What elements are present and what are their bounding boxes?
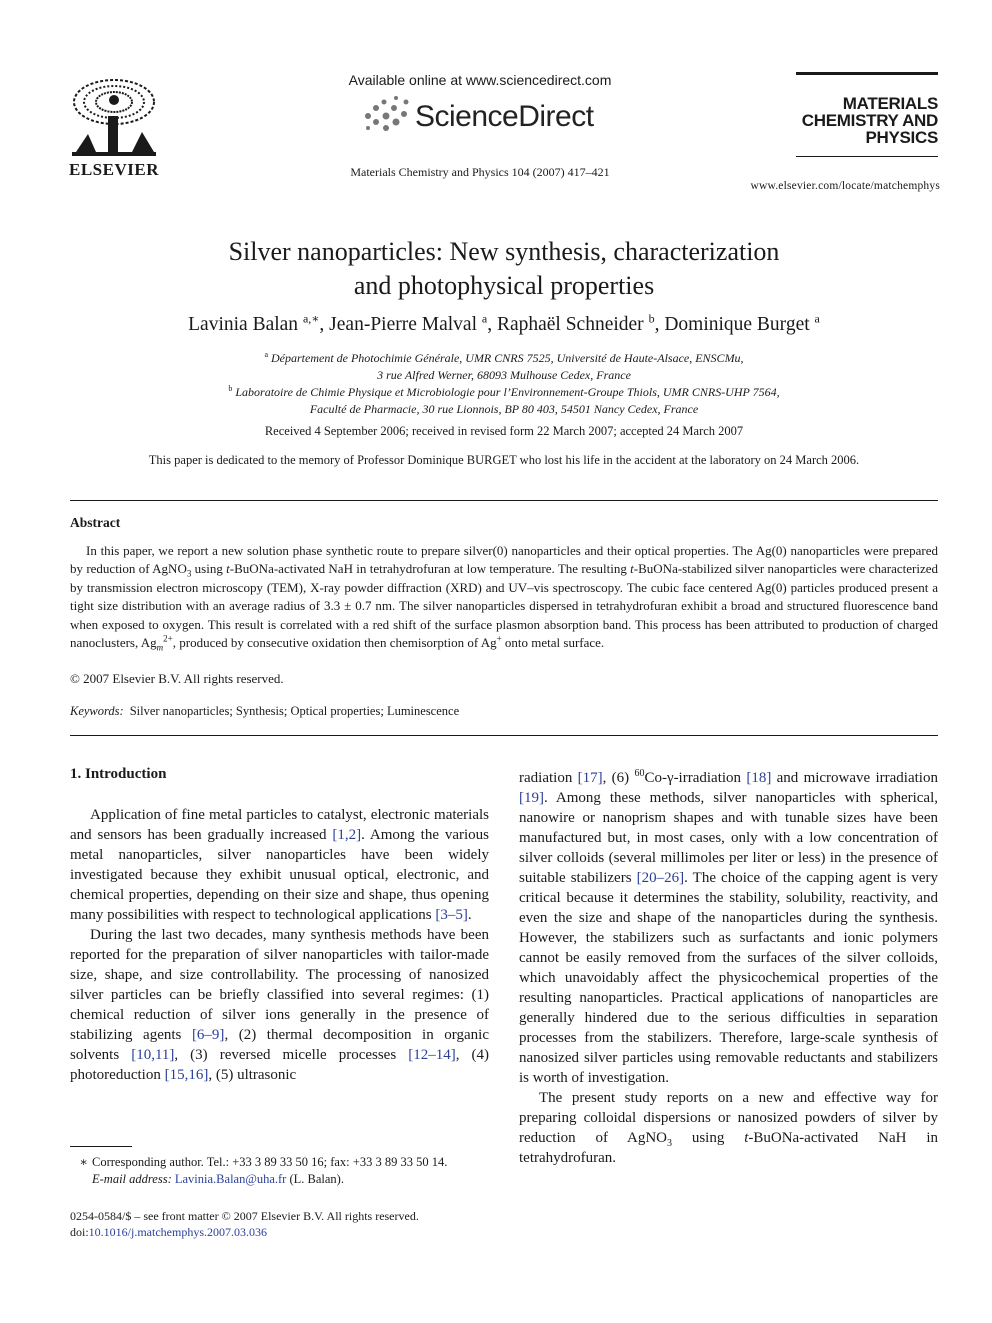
journal-logo [796, 72, 938, 160]
text-segment: , (6) [602, 770, 635, 786]
affil-mark: b [228, 384, 233, 393]
affiliation-b [100, 384, 908, 418]
issn-line: 0254-0584/$ – see front matter © 2007 Elsevier B.V. All rights reserved. [70, 1209, 419, 1223]
abstract-segment: In this paper, we report a new solution phase synthetic route to prepare silver(0) nanoparticles and their optical properties. The Ag(0) nanoparticles were prepared by reduction of AgNO [70, 543, 938, 577]
available-online-text: Available online at www.sciencedirect.com [348, 72, 612, 88]
email-link[interactable]: Lavinia.Balan@uha.fr [174, 1172, 287, 1186]
italic-t: t [226, 561, 230, 577]
italic-t: t [630, 561, 634, 577]
abstract-text [70, 542, 938, 652]
paragraph: Application of fine metal particles to catalyst, electronic materials and sensors has been gradually increased [1,2]. Among the various metal nanoparticles, silver nanoparticles have been widely investigated because they exhibit unusual optical, electronic, and chemical properties, depending on their size and shape, thus opening many possibilities with respect to technological applications [3–5]. [70, 807, 489, 923]
journal-citation: Materials Chemistry and Physics 104 (2007) 417–421 [350, 165, 610, 179]
text-segment: , (2) thermal decomposition in organic solvents [70, 1027, 489, 1063]
paragraph [519, 1088, 938, 1168]
affil-mark: a [264, 350, 268, 359]
superscript-mass: 60 [634, 768, 645, 779]
reference-link[interactable]: [15,16] [164, 1067, 209, 1083]
reference-link[interactable]: [17] [577, 770, 603, 786]
subscript: 3 [667, 1138, 672, 1149]
journal-logo-rule [796, 156, 938, 157]
journal-url[interactable]: www.elsevier.com/locate/matchemphys [750, 180, 940, 192]
reference-link[interactable]: [6–9] [191, 1027, 225, 1043]
right-column [519, 768, 938, 1168]
affil-line: 3 rue Alfred Werner, 68093 Mulhouse Cedex, France [377, 368, 631, 382]
abstract-top-rule [70, 500, 938, 501]
journal-logo-line: MATERIALS [842, 94, 938, 113]
doi-link[interactable]: 10.1016/j.matchemphys.2007.03.036 [88, 1225, 267, 1239]
title-line: Silver nanoparticles: New synthesis, characterization [228, 237, 780, 266]
text-segment: During the last two decades, many synthesis methods have been reported for the preparation of silver nanoparticles with tailor-made size, shape, and size controllability. The processing of nanosized silver particles can be briefly classified into several regimes: (1) chemical reduction of silver ions generally in the presence of stabilizing agents [70, 927, 489, 1043]
footnote-star: ∗ [79, 1155, 88, 1169]
text-segment: Application of fine metal particles to catalyst, electronic materials and sensors has been gradually increased [70, 807, 489, 843]
text-segment: , (4) photoreduction [70, 1047, 489, 1083]
abstract-segment: onto metal surface. [501, 635, 605, 651]
abstract-segment: -BuONa-activated NaH in tetrahydrofuran at low temperature. The resulting [229, 561, 631, 577]
text-segment: and microwave irradiation [771, 770, 938, 786]
affil-line: Faculté de Pharmacie, 30 rue Lionnois, BP 80 403, 54501 Nancy Cedex, France [309, 402, 699, 416]
author-affil-mark[interactable]: b [648, 311, 655, 326]
text-segment: The present study reports on a new and effective way for preparing colloidal dispersions or nanosized powders of silver by reduction of AgNO [519, 1090, 938, 1146]
received-dates: Received 4 September 2006; received in revised form 22 March 2007; accepted 24 March 2007 [264, 424, 744, 438]
journal-logo-line: PHYSICS [865, 128, 938, 147]
affiliation-a [100, 350, 908, 384]
text-segment: -BuONa-activated NaH in tetrahydrofuran. [519, 1130, 938, 1166]
author-affil-mark[interactable]: a,∗ [302, 311, 320, 326]
text-segment: radiation [519, 770, 578, 786]
reference-link[interactable]: [1,2] [332, 827, 362, 843]
abstract-heading: Abstract [70, 515, 121, 530]
reference-link[interactable]: [18] [746, 770, 772, 786]
text-segment: , (3) reversed micelle processes [174, 1047, 409, 1063]
reference-link[interactable]: [19] [519, 790, 544, 806]
affil-line: Département de Photochimie Générale, UMR CNRS 7525, Université de Haute-Alsace, ENSCMu, [271, 351, 744, 365]
journal-logo-rule [796, 72, 938, 75]
author-affil-mark[interactable]: a [814, 311, 820, 326]
author-name[interactable]: Lavinia Balan [188, 314, 299, 335]
journal-logo-line: CHEMISTRY AND [801, 111, 938, 130]
left-column [70, 805, 489, 1085]
dedication: This paper is dedicated to the memory of Professor Dominique BURGET who lost his life in the accident at the laboratory on 24 March 2006. [148, 453, 860, 467]
abstract-segment: using [191, 561, 227, 577]
author-name[interactable]: Jean-Pierre Malval [329, 314, 477, 335]
paragraph [70, 925, 489, 1085]
affil-line: Laboratoire de Chimie Physique et Microbiologie pour l’Environnement-Groupe Thiols, UMR CNRS-UHP 7564, [235, 385, 780, 399]
text-segment: . The choice of the capping agent is very critical because it determines the stability, solubility, reactivity, and even the size and shape of the nanoparticles during the synthesis. However, the stabilizers such as surfactants and ionic polymers cannot be easily removed from the surfaces of the silver colloids, which unavoidably affect the physicochemical properties of the resulting nanoparticles. Practical applications of nanoparticles are generally hindered due to the serious difficulties in separation processes from the stabilizers. Therefore, large-scale synthesis of nanosized silver particles using removable reductants and stabilizers is worth of investigation. [519, 870, 939, 1086]
footnote-rule [70, 1146, 132, 1147]
reference-link[interactable]: [10,11] [131, 1047, 175, 1063]
abstract-segment: , produced by consecutive oxidation then chemisorption of Ag [172, 635, 497, 651]
email-suffix: (L. Balan). [286, 1172, 344, 1186]
corresponding-author-footnote [70, 1154, 489, 1188]
doi-label: doi: [70, 1225, 89, 1239]
author-affil-mark[interactable]: a [481, 311, 488, 326]
text-segment: Co-γ-irradiation [644, 770, 747, 786]
text-segment: . Among the various metal nanoparticles, silver nanoparticles have been widely investigated because they exhibit unusual optical, electronic, and chemical properties, depending on their size and shape, thus opening many possibilities with respect to technological applications [70, 827, 489, 923]
abstract-segment: -BuONa-stabilized silver nanoparticles were characterized by transmission electron microscopy (TEM), X-ray powder diffraction (XRD) and UV–vis spectroscopy. The cubic face centered Ag(0) particles produced present a tight size distribution with an average radius of 3.3 ± 0.7 nm. The silver nanoparticles dispersed in tetrahydrofuran exhibit a broad and structured fluorescence band when exposed to oxygen. This result is correlated with a red shift of the surface plasmon absorption band. This process has been attributed to production of charged nanoclusters, Ag [70, 561, 938, 651]
author-name[interactable]: Raphaël Schneider [496, 314, 644, 335]
title-line: and photophysical properties [353, 271, 655, 300]
section-heading-introduction: 1. Introduction [70, 766, 167, 782]
reference-link[interactable]: [3–5] [435, 907, 468, 923]
front-matter [70, 1208, 419, 1240]
abstract-bottom-rule [70, 735, 938, 736]
keywords-label: Keywords: [70, 704, 124, 718]
reference-link[interactable]: [20–26] [636, 870, 685, 886]
email-label: E-mail address: [92, 1172, 172, 1186]
text-segment: using [672, 1130, 745, 1146]
reference-link[interactable]: [12–14] [408, 1047, 456, 1063]
superscript-plus: + [496, 633, 502, 644]
article-title [70, 235, 938, 303]
elsevier-wordmark: ELSEVIER [69, 160, 159, 179]
journal-logo-title [796, 95, 938, 146]
subscript: 3 [186, 569, 192, 579]
author-name[interactable]: Dominique Burget [664, 314, 810, 335]
subscript-m: m [156, 642, 164, 653]
footnote-contact: Corresponding author. Tel.: +33 3 89 33 50 16; fax: +33 3 89 33 50 14. [92, 1155, 448, 1169]
abstract-copyright: © 2007 Elsevier B.V. All rights reserved. [70, 671, 284, 686]
keywords [70, 704, 459, 719]
paragraph [519, 768, 938, 1088]
sciencedirect-wordmark: ScienceDirect [415, 100, 594, 133]
author-list: Lavinia Balan $^{a,∗}$, Jean-Pierre Malval $^a$, Raphaël Schneider $^b$, Dominique Burget $^a$ [188, 311, 820, 335]
text-segment: , (5) ultrasonic [208, 1067, 297, 1083]
italic-t: t [744, 1130, 749, 1146]
text-segment: . Among these methods, silver nanoparticles with spherical, nanowire or nanoprism shapes and with tunable sizes have been manufactured but, in most cases, only with a low concentration of silver colloids (several millimoles per liter or less) in the presence of suitable stabilizers [519, 790, 938, 886]
keywords-list: Silver nanoparticles; Synthesis; Optical properties; Luminescence [129, 704, 460, 718]
superscript-charge: 2+ [163, 633, 173, 644]
